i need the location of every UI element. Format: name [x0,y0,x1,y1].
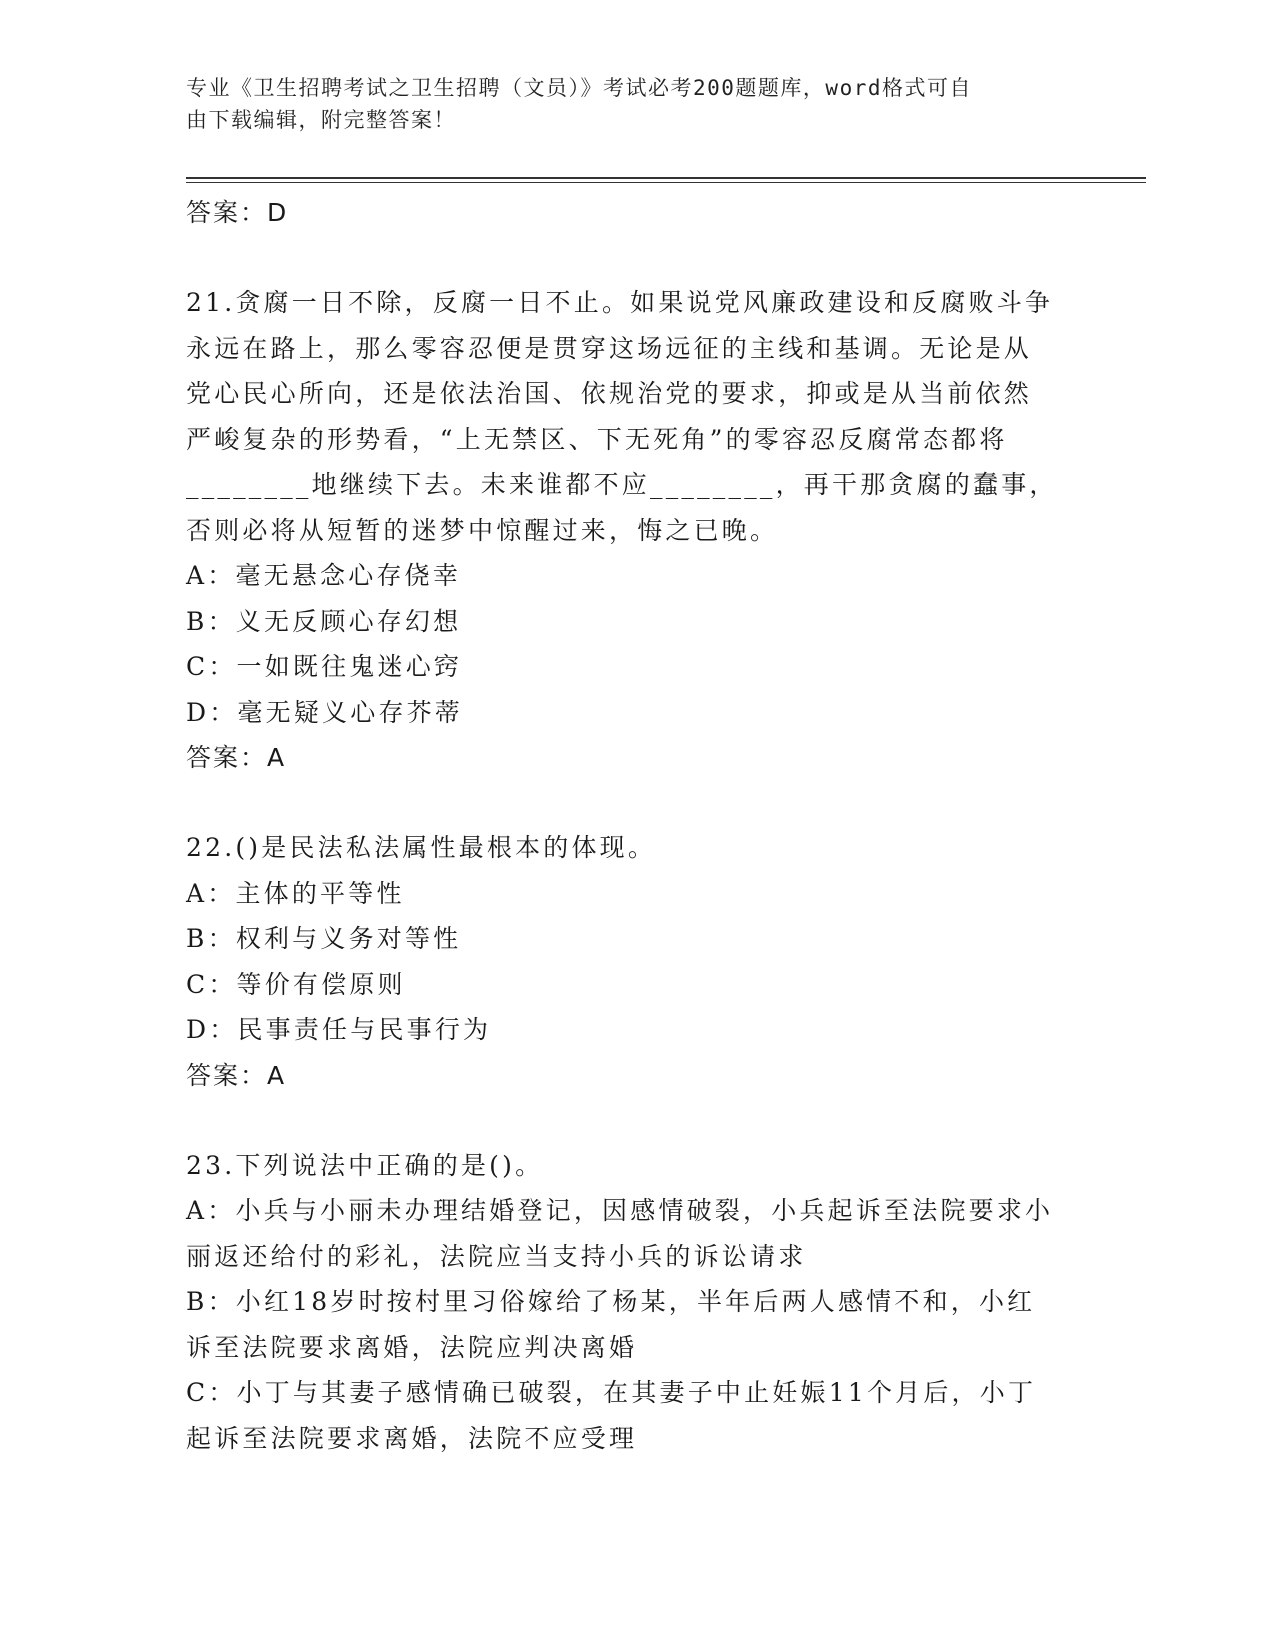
question-text-line: 否则必将从短暂的迷梦中惊醒过来，悔之已晚。 [186,515,779,545]
option-d: D：毫无疑义心存芥蒂 [186,697,464,727]
question-21 [186,280,1066,781]
page-header [186,72,1066,136]
option-b-continued: 诉至法院要求离婚，法院应判决离婚 [186,1332,638,1362]
answer: 答案：A [186,1060,287,1090]
question-text-line: 21.贪腐一日不除，反腐一日不止。如果说党风廉政建设和反腐败斗争 [186,288,1054,317]
header-divider-thick [186,177,1146,179]
question-text-line: 23.下列说法中正确的是()。 [186,1150,544,1180]
header-line-2: 由下载编辑，附完整答案！ [186,108,456,132]
option-c: C：小丁与其妻子感情确已破裂，在其妻子中止妊娠11个月后，小丁 [186,1378,1037,1407]
option-a-continued: 丽返还给付的彩礼，法院应当支持小兵的诉讼请求 [186,1241,807,1271]
option-b: B：权利与义务对等性 [186,924,462,953]
question-23 [186,1143,1066,1462]
option-a: A：毫无悬念心存侥幸 [186,561,462,590]
document-body [186,190,1066,1461]
question-text-line: 严峻复杂的形势看，“上无禁区、下无死角”的零容忍反腐常态都将 [186,424,1008,454]
option-a: A：主体的平等性 [186,878,405,908]
question-text-line: 党心民心所向，还是依法治国、依规治党的要求，抑或是从当前依然 [186,379,1033,408]
option-c: C：等价有偿原则 [186,969,406,999]
question-22 [186,825,1066,1099]
header-divider-thin [186,182,1146,183]
question-text-line: ________地继续下去。未来谁都不应________，再干那贪腐的蠢事， [186,470,1058,499]
header-line-1: 专业《卫生招聘考试之卫生招聘（文员）》考试必考200题题库，word格式可自 [186,76,972,100]
question-text-line: 22.()是民法私法属性最根本的体现。 [186,833,657,862]
answer: 答案：A [186,743,287,772]
question-text-line: 永远在路上，那么零容忍便是贯穿这场远征的主线和基调。无论是从 [186,333,1033,363]
previous-answer: 答案：D [186,198,289,227]
option-c-continued: 起诉至法院要求离婚，法院不应受理 [186,1423,638,1453]
option-a: A：小兵与小丽未办理结婚登记，因感情破裂，小兵起诉至法院要求小 [186,1196,1054,1225]
option-b: B：小红18岁时按村里习俗嫁给了杨某，半年后两人感情不和，小红 [186,1287,1036,1316]
option-b: B：义无反顾心存幻想 [186,606,462,636]
option-c: C：一如既往鬼迷心窍 [186,652,463,681]
option-d: D：民事责任与民事行为 [186,1015,492,1044]
